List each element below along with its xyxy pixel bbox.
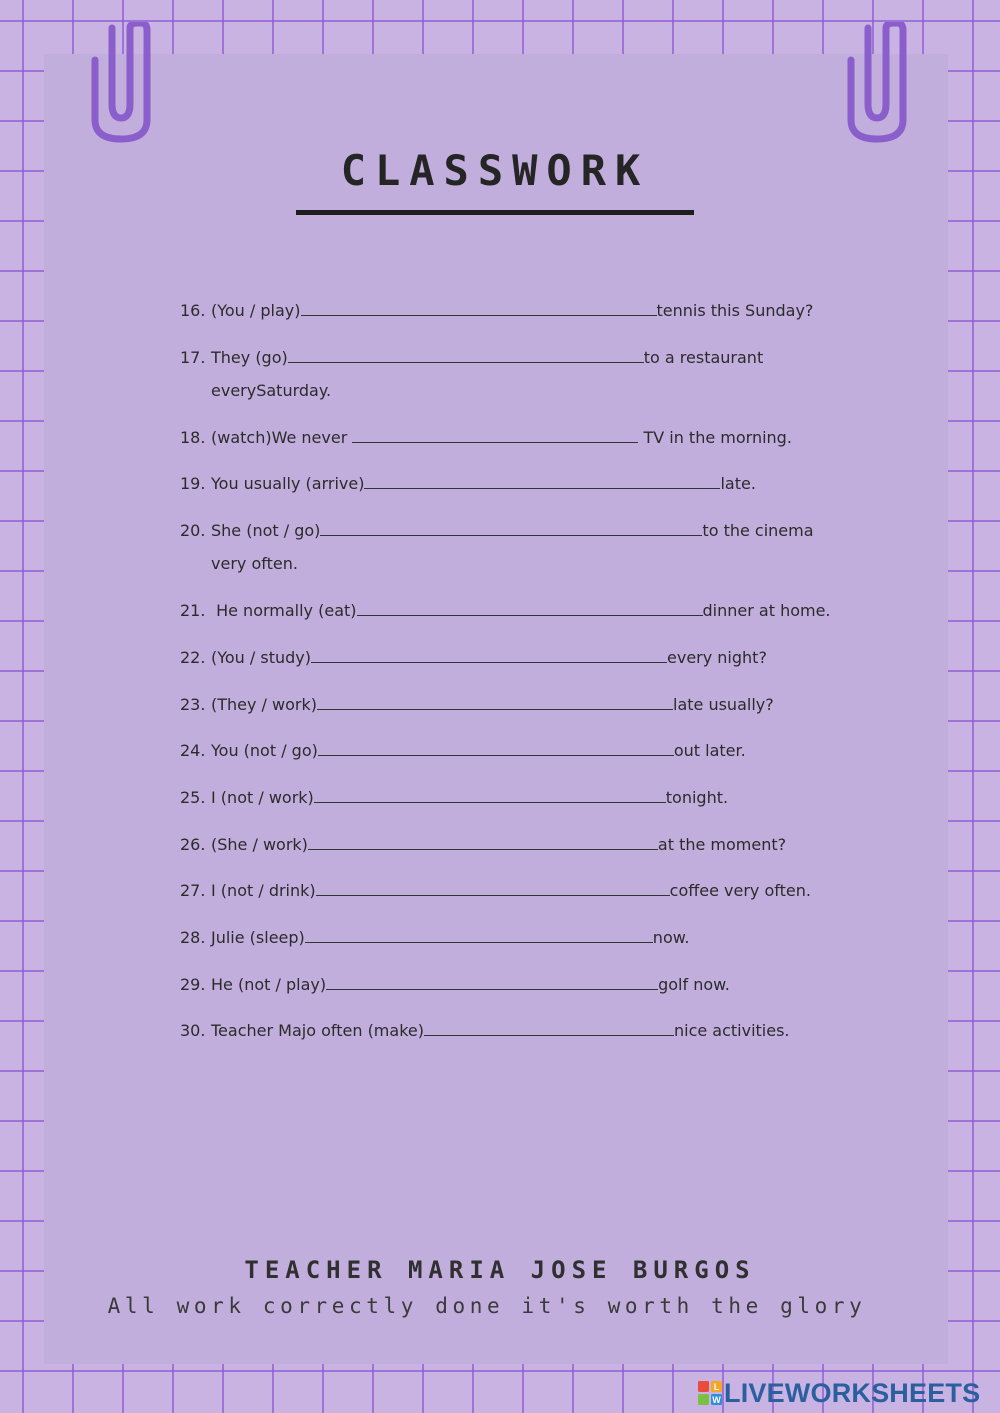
exercise-number: 29. <box>180 974 206 994</box>
answer-blank[interactable] <box>317 694 673 710</box>
exercise-ending: tennis this Sunday? <box>656 301 814 320</box>
exercise-number: 19. <box>180 474 206 494</box>
exercise-ending: dinner at home. <box>702 601 831 621</box>
exercise-item <box>180 600 860 621</box>
exercise-number: 23. <box>180 694 206 714</box>
answer-blank[interactable] <box>316 880 670 896</box>
title-underline <box>296 210 694 215</box>
paperclip-left-icon <box>90 22 152 144</box>
exercise-prompt: (You / study) <box>211 647 311 667</box>
exercise-ending: late usually? <box>673 694 774 714</box>
answer-blank[interactable] <box>301 300 657 316</box>
exercise-ending: TV in the morning. <box>638 427 792 447</box>
exercise-prompt: I (not / drink) <box>211 881 316 901</box>
exercise-number: 21. <box>180 601 206 621</box>
exercise-prompt: (watch)We never <box>211 427 353 447</box>
answer-blank[interactable] <box>288 347 644 363</box>
motto: All work correctly done it's worth the glory <box>107 1294 867 1318</box>
exercise-prompt: She (not / go) <box>211 521 321 541</box>
exercise-item <box>180 834 860 855</box>
exercise-prompt: (They / work) <box>211 694 317 714</box>
brand-watermark <box>698 1377 981 1408</box>
exercise-item <box>180 694 860 715</box>
exercise-ending: to the cinema <box>702 521 814 541</box>
svg-text:W: W <box>712 1395 721 1405</box>
exercise-item <box>180 740 860 761</box>
exercise-ending: tonight. <box>665 787 729 807</box>
answer-blank[interactable] <box>311 647 667 663</box>
exercise-number: 24. <box>180 741 206 761</box>
exercise-number: 27. <box>180 881 206 901</box>
answer-blank[interactable] <box>305 927 653 943</box>
exercise-ending: coffee very often. <box>669 881 811 901</box>
exercise-prompt: (She / work) <box>211 834 308 854</box>
answer-blank[interactable] <box>424 1020 674 1036</box>
svg-text:L: L <box>713 1382 720 1392</box>
exercise-item <box>180 427 860 448</box>
exercise-item <box>180 927 860 948</box>
exercise-prompt: (You / play) <box>211 301 301 320</box>
exercise-prompt: I (not / work) <box>211 787 314 807</box>
exercise-item <box>180 300 860 321</box>
exercise-ending: golf now. <box>658 974 730 994</box>
exercise-ending: late. <box>720 474 756 494</box>
answer-blank[interactable] <box>314 787 666 803</box>
exercise-item <box>180 974 860 995</box>
exercise-prompt: He (not / play) <box>211 974 327 994</box>
brand-name: LIVEWORKSHEETS <box>724 1377 981 1408</box>
exercise-prompt: Julie (sleep) <box>211 928 305 947</box>
exercise-number: 17. <box>180 347 206 367</box>
exercise-number: 16. <box>180 301 206 320</box>
exercise-ending: at the moment? <box>657 834 787 854</box>
exercise-continuation: very often. <box>211 554 298 574</box>
teacher-name: TEACHER MARIA JOSE BURGOS <box>244 1256 756 1284</box>
exercise-item <box>180 880 860 901</box>
exercise-prompt: You usually (arrive) <box>211 474 365 494</box>
exercise-item <box>180 787 860 808</box>
exercise-number: 20. <box>180 521 206 541</box>
exercise-ending: out later. <box>673 741 746 761</box>
exercise-number: 22. <box>180 647 206 667</box>
exercise-item <box>180 347 860 401</box>
exercise-ending: to a restaurant <box>643 347 764 367</box>
exercise-ending: now. <box>652 928 690 947</box>
answer-blank[interactable] <box>326 974 658 990</box>
exercise-number: 25. <box>180 787 206 807</box>
exercise-item <box>180 1020 860 1041</box>
exercise-item <box>180 647 860 668</box>
answer-blank[interactable] <box>357 600 703 616</box>
exercise-ending: every night? <box>667 647 767 667</box>
answer-blank[interactable] <box>318 740 674 756</box>
liveworksheets-logo-icon <box>698 1381 722 1405</box>
exercise-prompt: He normally (eat) <box>211 601 357 621</box>
answer-blank[interactable] <box>320 520 702 536</box>
exercise-prompt: They (go) <box>211 347 288 367</box>
answer-blank[interactable] <box>308 834 658 850</box>
exercise-ending: nice activities. <box>673 1021 790 1041</box>
exercise-continuation: everySaturday. <box>211 380 332 400</box>
exercise-number: 30. <box>180 1021 206 1041</box>
page-title: CLASSWORK <box>340 146 650 195</box>
answer-blank[interactable] <box>364 473 720 489</box>
exercise-prompt: You (not / go) <box>211 741 318 761</box>
exercise-item <box>180 473 860 494</box>
paperclip-right-icon <box>846 22 908 144</box>
exercise-number: 28. <box>180 928 206 947</box>
exercise-number: 18. <box>180 427 206 447</box>
exercise-item <box>180 520 860 574</box>
exercise-number: 26. <box>180 834 206 854</box>
answer-blank[interactable] <box>352 427 638 443</box>
exercise-prompt: Teacher Majo often (make) <box>211 1021 424 1041</box>
